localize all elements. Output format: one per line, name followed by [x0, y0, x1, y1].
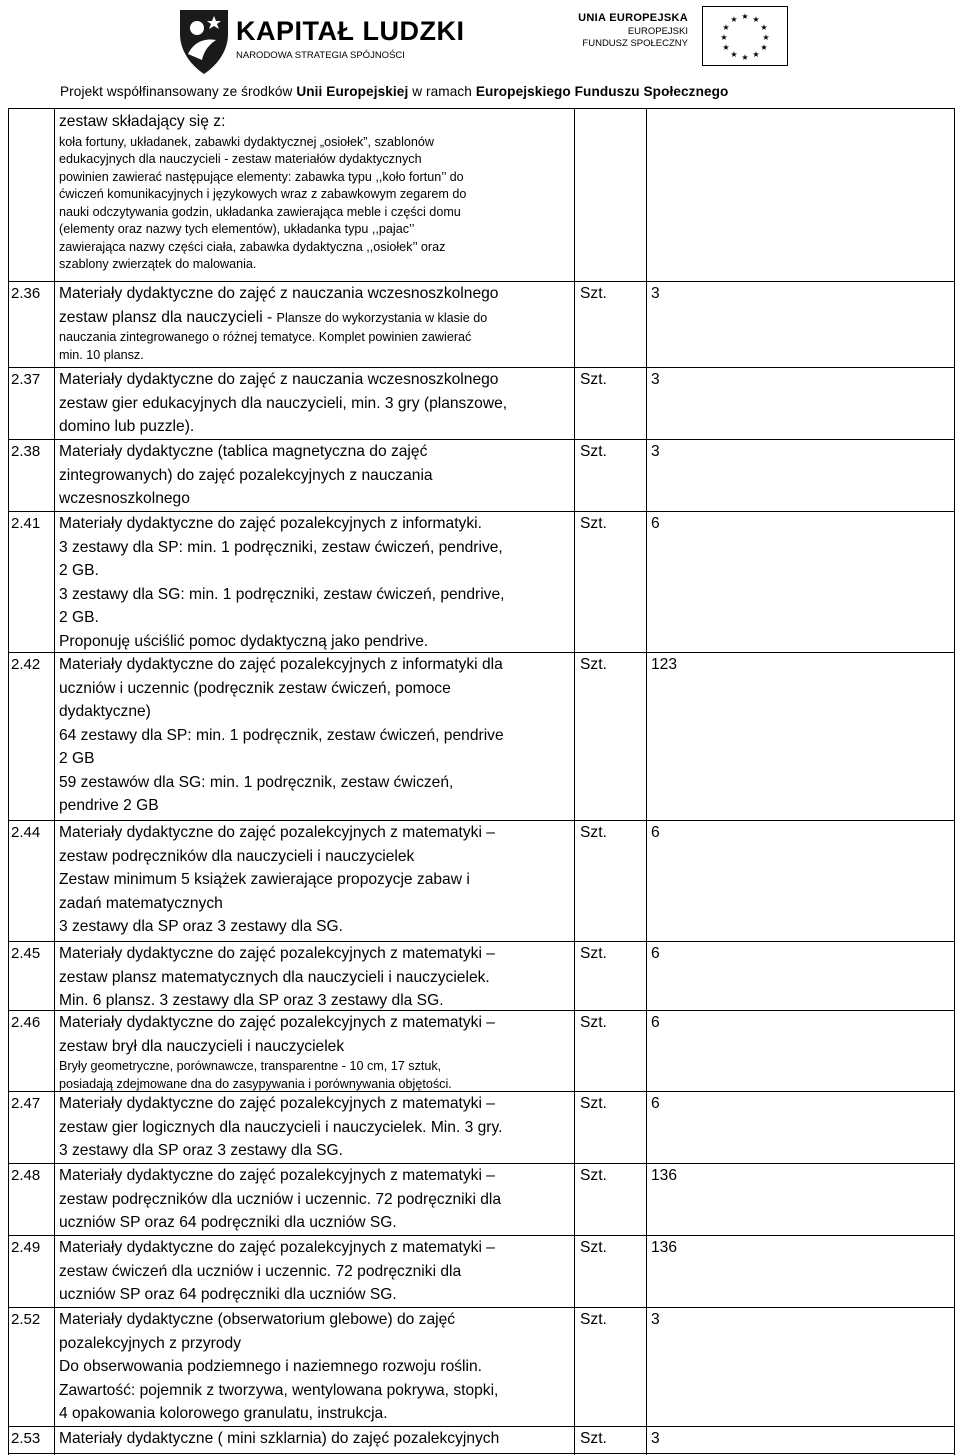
item-unit: Szt. [580, 824, 607, 841]
description-line: nauki odczytywania godzin, układanka zawierająca meble i części domu [59, 204, 461, 219]
item-number: 2.53 [11, 1430, 41, 1447]
item-unit: Szt. [580, 443, 607, 460]
item-description [59, 1092, 502, 1163]
item-unit: Szt. [580, 515, 607, 532]
svg-text:★: ★ [752, 50, 760, 59]
materials-table [8, 108, 955, 1454]
item-quantity: 3 [651, 1430, 660, 1447]
description-line: Materiały dydaktyczne do zajęć pozalekcyjnych z matematyki – [59, 824, 495, 841]
item-number: 2.47 [11, 1095, 41, 1112]
item-unit: Szt. [580, 945, 607, 962]
item-description [59, 110, 466, 274]
item-number: 2.49 [11, 1239, 41, 1256]
description-line: Do obserwowania podziemnego i naziemnego rozwoju roślin. [59, 1358, 482, 1375]
item-description [59, 1011, 495, 1093]
description-line: Materiały dydaktyczne do zajęć pozalekcyjnych z matematyki – [59, 1239, 495, 1256]
description-line: min. 10 plansz. [59, 347, 144, 362]
kapital-ludzki-subtitle: NARODOWA STRATEGIA SPÓJNOŚCI [236, 50, 405, 61]
item-unit: Szt. [580, 1014, 607, 1031]
description-line: zestaw plansz dla nauczycieli - Plansze do wykorzystania w klasie do [59, 308, 488, 326]
item-number: 2.38 [11, 443, 41, 460]
ue-fund-line2: FUNDUSZ SPOŁECZNY [582, 38, 688, 49]
projekt-bold-2: Europejskiego Funduszu Społecznego [475, 84, 729, 99]
table-row [8, 282, 955, 368]
description-line: 3 zestawy dla SG: min. 1 podręczniki, zestaw ćwiczeń, pendrive, [59, 585, 505, 603]
description-line: Zawartość: pojemnik z tworzywa, wentylowana pokrywa, stopki, [59, 1381, 499, 1399]
projekt-text-2: w ramach [408, 84, 476, 99]
table-row [8, 821, 955, 942]
item-number: 2.44 [11, 824, 41, 841]
description-line: edukacyjnych dla nauczycieli - zestaw materiałów dydaktycznych [59, 152, 422, 166]
description-line: Materiały dydaktyczne do zajęć pozalekcyjnych z matematyki – [59, 1095, 495, 1112]
description-line: 3 zestawy dla SP oraz 3 zestawy dla SG. [59, 918, 343, 935]
item-unit: Szt. [580, 1239, 607, 1256]
description-line: zintegrowanych) do zajęć pozalekcyjnych z nauczania [59, 466, 433, 484]
svg-text:★: ★ [762, 33, 770, 42]
item-number: 2.42 [11, 656, 41, 673]
table-row [8, 1164, 955, 1236]
item-unit: Szt. [580, 1430, 607, 1447]
description-line: zestaw gier edukacyjnych dla nauczycieli, min. 3 gry (planszowe, [59, 394, 508, 412]
table-row [8, 109, 955, 282]
table-row [8, 1092, 955, 1164]
item-quantity: 3 [651, 285, 660, 302]
description-line: uczniów SP oraz 64 podręczniki dla uczniów SG. [59, 1286, 397, 1303]
item-quantity: 136 [651, 1167, 678, 1184]
description-line: Zestaw minimum 5 książek zawierające propozycje zabaw i [59, 871, 470, 888]
item-quantity: 6 [651, 515, 660, 532]
item-description [59, 653, 504, 818]
description-line: Materiały dydaktyczne do zajęć z nauczania wczesnoszkolnego [59, 285, 499, 302]
item-number: 2.36 [11, 285, 41, 302]
description-line: wczesnoszkolnego [59, 490, 190, 507]
item-unit: Szt. [580, 371, 607, 388]
description-line: posiadają zdejmowane dna do zasypywania i porównywania objętości. [59, 1076, 452, 1091]
item-quantity: 3 [651, 371, 660, 388]
description-line: 2 GB [59, 750, 95, 767]
page-header [0, 0, 960, 108]
item-number: 2.46 [11, 1014, 41, 1031]
item-description [59, 942, 495, 1013]
description-line: zadań matematycznych [59, 894, 223, 912]
description-line: zestaw brył dla nauczycieli i nauczycielek [59, 1037, 345, 1055]
description-line: zestaw plansz matematycznych dla nauczycieli i nauczycielek. [59, 968, 490, 986]
item-quantity: 6 [651, 1095, 660, 1112]
item-description [59, 821, 495, 939]
description-line: Materiały dydaktyczne do zajęć pozalekcyjnych z matematyki – [59, 1167, 495, 1184]
ue-fund-line1: EUROPEJSKI [627, 26, 688, 37]
description-line: 2 GB. [59, 609, 99, 626]
description-line: nauczania zintegrowanego o różnej tematyce. Komplet powinien zawierać [59, 330, 472, 344]
table-row [8, 1236, 955, 1308]
item-description [59, 282, 498, 364]
svg-text:★: ★ [722, 23, 730, 32]
table-row [8, 440, 955, 512]
item-quantity: 136 [651, 1239, 678, 1256]
description-line: 59 zestawów dla SG: min. 1 podręcznik, zestaw ćwiczeń, [59, 773, 454, 791]
description-line: Bryły geometryczne, porównawcze, transparentne - 10 cm, 17 sztuk, [59, 1059, 442, 1073]
projekt-text-1: Projekt współfinansowany ze środków [60, 84, 297, 99]
item-unit: Szt. [580, 1311, 607, 1328]
description-line: 2 GB. [59, 562, 99, 579]
svg-text:★: ★ [730, 15, 738, 24]
item-description [59, 1164, 501, 1235]
table-row [8, 942, 955, 1011]
description-line: dydaktyczne) [59, 703, 151, 720]
eu-flag-icon [702, 6, 788, 66]
item-unit: Szt. [580, 656, 607, 673]
description-line: Materiały dydaktyczne ( mini szklarnia) do zajęć pozalekcyjnych [59, 1430, 500, 1447]
table-row [8, 1427, 955, 1455]
item-quantity: 6 [651, 945, 660, 962]
description-line: pozalekcyjnych z przyrody [59, 1334, 242, 1352]
item-number: 2.52 [11, 1311, 41, 1328]
item-quantity: 3 [651, 1311, 660, 1328]
description-line: zestaw ćwiczeń dla uczniów i uczennic. 72 podręczniki dla [59, 1262, 462, 1280]
description-line: 64 zestawy dla SP: min. 1 podręcznik, zestaw ćwiczeń, pendrive [59, 726, 504, 744]
svg-text:★: ★ [722, 43, 730, 52]
item-unit: Szt. [580, 285, 607, 302]
description-line: Materiały dydaktyczne (tablica magnetyczna do zajęć [59, 443, 428, 460]
item-description [59, 1236, 495, 1307]
item-description [59, 512, 504, 653]
description-line: Proponuję uściślić pomoc dydaktyczną jako pendrive. [59, 632, 429, 650]
svg-text:★: ★ [741, 53, 749, 62]
table-row [8, 512, 955, 653]
description-line: Materiały dydaktyczne do zajęć z nauczania wczesnoszkolnego [59, 371, 499, 388]
description-line: domino lub puzzle). [59, 418, 195, 435]
description-line: Materiały dydaktyczne do zajęć pozalekcyjnych z matematyki – [59, 945, 495, 962]
project-funding-line [60, 84, 728, 99]
svg-text:★: ★ [752, 15, 760, 24]
item-quantity: 6 [651, 824, 660, 841]
table-row [8, 368, 955, 440]
description-line: Materiały dydaktyczne do zajęć pozalekcyjnych z informatyki. [59, 515, 482, 532]
table-row [8, 1308, 955, 1427]
item-quantity: 6 [651, 1014, 660, 1031]
description-line: Materiały dydaktyczne do zajęć pozalekcyjnych z matematyki – [59, 1014, 495, 1031]
kapital-ludzki-logo [176, 4, 465, 76]
item-description [59, 1308, 498, 1426]
description-line: pendrive 2 GB [59, 797, 159, 814]
description-line-tail: Plansze do wykorzystania w klasie do [276, 310, 488, 325]
description-line: powinien zawierać następujące elementy: zabawka typu ,,koło fortun’’ do [59, 169, 464, 184]
description-line: Materiały dydaktyczne do zajęć pozalekcyjnych z informatyki dla [59, 656, 503, 673]
description-line: zawierająca nazwy części ciała, zabawka dydaktyczna ,,osiołek’’ oraz [59, 239, 446, 254]
item-unit: Szt. [580, 1167, 607, 1184]
item-description [59, 1427, 499, 1451]
description-line: uczniów SP oraz 64 podręczniki dla uczniów SG. [59, 1214, 397, 1231]
description-line: 3 zestawy dla SP oraz 3 zestawy dla SG. [59, 1142, 343, 1159]
description-line: Min. 6 plansz. 3 zestawy dla SP oraz 3 zestawy dla SG. [59, 992, 444, 1009]
item-number: 2.41 [11, 515, 41, 532]
description-line: zestaw podręczników dla uczniów i uczennic. 72 podręczniki dla [59, 1190, 502, 1208]
description-line: ćwiczeń komunikacyjnych i językowych wraz z zabawkowym zegarem do [59, 187, 467, 201]
description-line: 4 opakowania kolorowego granulatu, instrukcja. [59, 1405, 388, 1422]
svg-text:★: ★ [760, 43, 768, 52]
ue-text-block [528, 10, 688, 70]
kapital-ludzki-title: KAPITAŁ LUDZKI [236, 16, 465, 46]
svg-text:★: ★ [720, 33, 728, 42]
svg-text:★: ★ [760, 23, 768, 32]
ue-name: UNIA EUROPEJSKA [578, 12, 688, 24]
item-quantity: 3 [651, 443, 660, 460]
description-line: uczniów i uczennic (podręcznik zestaw ćwiczeń, pomoce [59, 679, 451, 697]
kapital-ludzki-emblem-icon [176, 4, 232, 76]
table-row [8, 1011, 955, 1092]
svg-text:★: ★ [730, 50, 738, 59]
description-line: koła fortuny, układanek, zabawki dydaktycznej „osiołek”, szablonów [59, 134, 434, 149]
description-line: zestaw składający się z: [59, 113, 226, 130]
projekt-bold-1: Unii Europejskiej [296, 84, 409, 99]
item-number: 2.45 [11, 945, 41, 962]
table-row [8, 653, 955, 821]
svg-text:★: ★ [741, 12, 749, 21]
description-line: Materiały dydaktyczne (obserwatorium glebowe) do zajęć [59, 1311, 456, 1328]
description-line: zestaw podręczników dla nauczycieli i nauczycielek [59, 847, 415, 865]
item-quantity: 123 [651, 656, 678, 673]
item-unit: Szt. [580, 1095, 607, 1112]
description-line: (elementy oraz nazwy tych elementów), układanka typu ,,pajac’’ [59, 222, 415, 236]
description-line: zestaw gier logicznych dla nauczycieli i nauczycielek. Min. 3 gry. [59, 1118, 503, 1136]
description-line: 3 zestawy dla SP: min. 1 podręczniki, zestaw ćwiczeń, pendrive, [59, 538, 503, 556]
item-number: 2.37 [11, 371, 41, 388]
item-description [59, 368, 507, 439]
item-number: 2.48 [11, 1167, 41, 1184]
description-line: szablony zwierzątek do malowania. [59, 257, 257, 271]
item-description [59, 440, 433, 511]
